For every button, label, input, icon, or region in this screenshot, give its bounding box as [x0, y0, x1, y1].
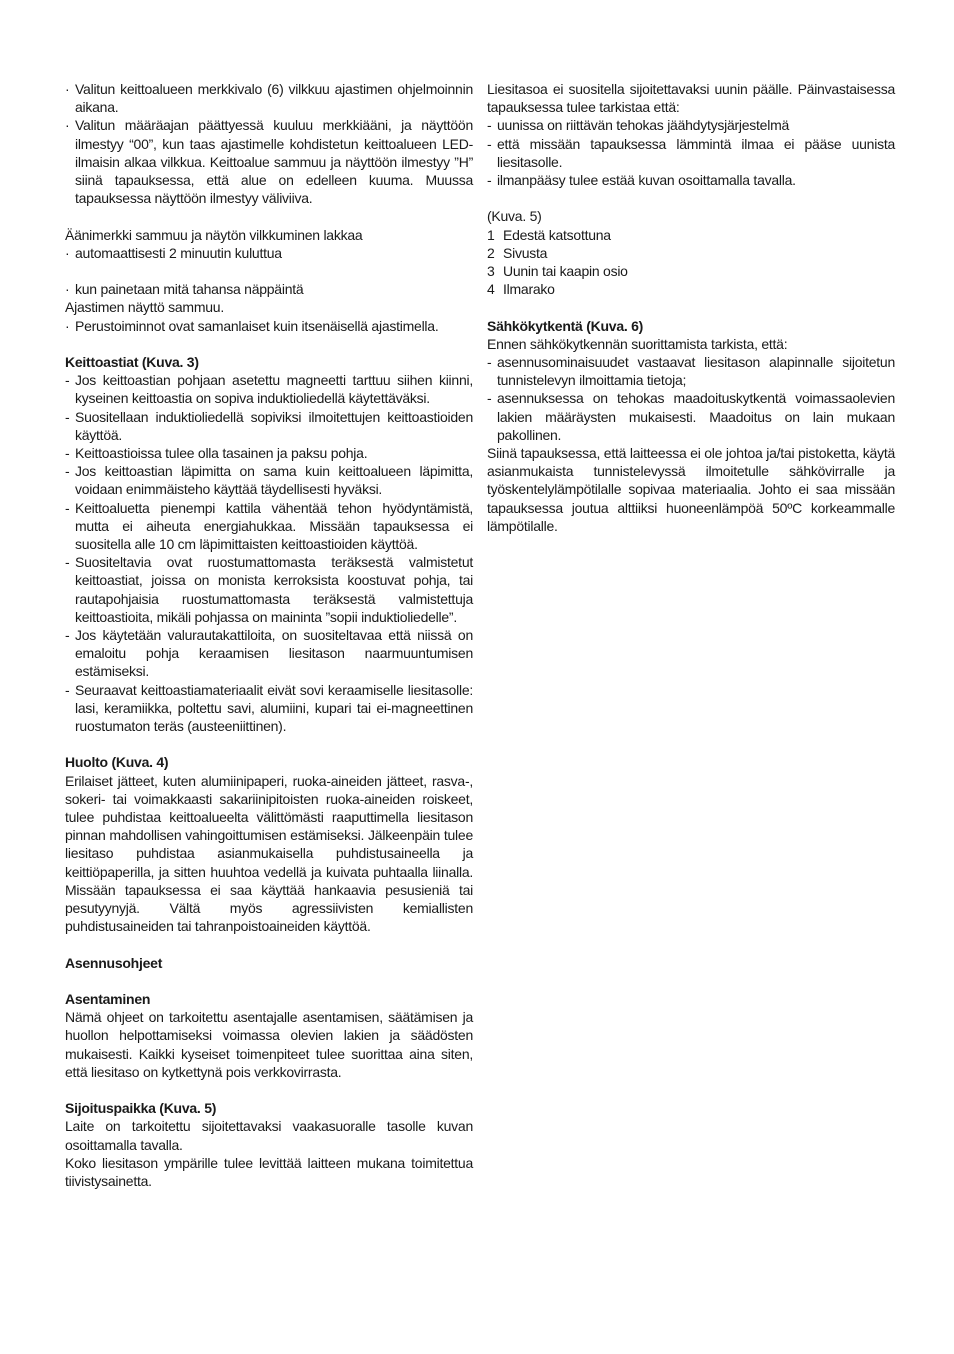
- section: [65, 990, 473, 1081]
- paragraph: Erilaiset jätteet, kuten alumiinipaperi, ruoka-aineiden jätteet, rasva-, sokeri- tai voimakkaasti sakariinipitoisten ruoka-aineiden roiskeet, tulee puhdistaa keittoalueelta välittömästi raaputtimella liesitason pinnan mahdollisen vahingoittumisen estämiseksi. Jälkeenpäin tulee liesitaso puhdistaa asianmukaisella puhdistusaineella ja keittiöpaperilla, ja sitten huuhtoa vedellä ja kuivata puhtaalla liinalla. Missään tapauksessa ei saa käyttää hankaavia pesusieniä tai pesutyynyjä. Vältä myös agressiivisten kemiallisten puhdistusaineiden tai tahranpoistoaineiden käyttöä.: [65, 772, 473, 935]
- bullet-list: [65, 371, 473, 735]
- item-text: Edestä katsottuna: [503, 226, 611, 243]
- list-item: · Valitun määräajan päättyessä kuuluu merkkiääni, ja näyttöön ilmestyy “00”, kun taas ajastimelle kohdistetun keittoalueen LED-ilmaisin alkaa vilkkua. Keittoalue sammuu ja näyttöön ilmestyy ”H” siinä tapauksessa, että alue on edelleen kuuma. Muussa tapauksessa näyttöön ilmestyy väliviiva.: [65, 116, 473, 207]
- paragraph: Koko liesitason ympärille tulee levittää laitteen mukana toimitettua tiivistysainetta.: [65, 1154, 473, 1190]
- section-heading: Huolto (Kuva. 4): [65, 754, 169, 771]
- item-text: Ilmarako: [503, 281, 555, 298]
- paragraph: Laite on tarkoitettu sijoitettavaksi vaakasuoralle tasolle kuvan osoittamalla tavalla.: [65, 1118, 473, 1153]
- list-item: - ilmanpääsy tulee estää kuvan osoittamalla tavalla.: [487, 171, 895, 189]
- list-item: - asennusominaisuudet vastaavat liesitason alapinnalle sijoitetun tunnistelevyn ilmoittamia tietoja;: [487, 353, 895, 389]
- numbered-item: [487, 244, 895, 262]
- numbered-item: [487, 262, 895, 280]
- section: [65, 353, 473, 735]
- list-item: · Perustoiminnot ovat samanlaiset kuin itsenäisellä ajastimella.: [65, 317, 473, 335]
- section-heading: Asentaminen: [65, 991, 151, 1008]
- list-item: - uunissa on riittävän tehokas jäähdytysjärjestelmä: [487, 116, 895, 134]
- numbered-list: [487, 226, 895, 299]
- list-item: - Seuraavat keittoastiamateriaalit eivät sovi keraamiselle liesitasolle: lasi, keramiikka, poltettu savi, alumiini, kupari tai ei-magneettinen ruostumaton teräs (austeeniittinen).: [65, 681, 473, 736]
- bullet-list-block: [65, 317, 473, 335]
- right-column: [487, 80, 895, 553]
- section: [65, 1099, 473, 1190]
- section-intro: Ennen sähkökytkennän suorittamista tarkista, että:: [487, 335, 788, 352]
- list-item: - Jos keittoastian läpimitta on sama kuin keittoalueen läpimitta, voidaan enimmäisteho käyttää täydellisesti hyväksi.: [65, 462, 473, 498]
- list-item: · Valitun keittoalueen merkkivalo (6) vilkkuu ajastimen ohjelmoinnin aikana.: [65, 80, 473, 116]
- bullet-list-block: [487, 116, 895, 189]
- list-item: - Jos käytetään valurautakattiloita, on suositeltavaa että niissä on emaloitu pohja keraamisen liesitason naarmuuntumisen estämiseksi.: [65, 626, 473, 681]
- bullet-list: [487, 116, 895, 189]
- list-item: · kun painetaan mitä tahansa näppäintä: [65, 280, 473, 298]
- paragraph: Äänimerkki sammuu ja näytön vilkkuminen lakkaa: [65, 226, 363, 243]
- item-number: 4: [487, 281, 495, 298]
- item-number: 3: [487, 263, 495, 280]
- figure-caption: (Kuva. 5): [487, 208, 542, 225]
- section: [65, 753, 473, 935]
- list-item: - asennuksessa on tehokas maadoituskytkentä voimassaolevien lakien määräysten mukaisesti. Maadoitus on lain mukaan pakollinen.: [487, 389, 895, 444]
- item-text: Sivusta: [503, 244, 548, 261]
- paragraph: Liesitasoa ei suositella sijoitettavaksi uunin päälle. Päinvastaisessa tapauksessa tulee tarkistaa että:: [487, 81, 895, 116]
- paragraph: Ajastimen näyttö sammuu.: [65, 299, 224, 316]
- list-item: - Keittoastioissa tulee olla tasainen ja paksu pohja.: [65, 444, 473, 462]
- figure-legend: [487, 207, 895, 298]
- list-item: - Suositellaan induktioliedellä sopiviksi ilmoitettujen keittoastioiden käyttöä.: [65, 408, 473, 444]
- section: [487, 317, 895, 535]
- item-number: 2: [487, 244, 495, 261]
- list-item: - Keittoaluetta pienempi kattila vähentää tehon hyödyntämistä, mutta ei aiheuta energiahukkaa. Missään tapauksessa ei suositella alle 10 cm läpimittaisten keittoastioiden käyttöä.: [65, 499, 473, 554]
- section-heading: Sijoituspaikka (Kuva. 5): [65, 1100, 217, 1117]
- bullet-list: [65, 280, 473, 298]
- list-item: - Suositeltavia ovat ruostumattomasta teräksestä valmistetut keittoastiat, joissa on monista kerroksista koostuvat pohja, tai rautapohjaisia ruostumattomasta teräksestä valmistettuja keittoastioita, mikäli pohjassa on maininta ”sopii induktioliedelle”.: [65, 553, 473, 626]
- bullet-list-block: [65, 244, 473, 262]
- numbered-item: [487, 226, 895, 244]
- bullet-list: [65, 317, 473, 335]
- list-item: · automaattisesti 2 minuutin kuluttua: [65, 244, 473, 262]
- list-item: - Jos keittoastian pohjaan asetettu magneetti tarttuu siihen kiinni, kyseinen keittoastia on sopiva induktioliedellä käytettäväksi.: [65, 371, 473, 407]
- section-heading: Keittoastiat (Kuva. 3): [65, 354, 199, 370]
- bullet-list-block: [65, 280, 473, 298]
- section-heading: Asennusohjeet: [65, 954, 163, 971]
- numbered-item: [487, 280, 895, 298]
- paragraph: Nämä ohjeet on tarkoitettu asentajalle asentamisen, säätämisen ja huollon helpottamiseksi voimassa olevien lakien ja säädösten mukaisesti. Kaikki kyseiset toimenpiteet tulee suorittaa aina siten, että liesitaso on kytkettynä pois verkkovirrasta.: [65, 1009, 473, 1080]
- bullet-list: [65, 244, 473, 262]
- bullet-list-block: [65, 80, 473, 207]
- bullet-list: [65, 80, 473, 207]
- item-text: Uunin tai kaapin osio: [503, 263, 628, 280]
- item-number: 1: [487, 226, 495, 243]
- section-heading: Sähkökytkentä (Kuva. 6): [487, 317, 644, 334]
- left-column: [65, 80, 473, 1208]
- bullet-list: [487, 353, 895, 444]
- list-item: - että missään tapauksessa lämmintä ilmaa ei pääse uunista liesitasolle.: [487, 135, 895, 171]
- section-closing: Siinä tapauksessa, että laitteessa ei ole johtoa ja/tai pistoketta, käytä asianmukaista tunnistelevyssä ilmoitetulle sähkövirralle ja työskentelylämpötilalle sopivaa materiaalia. Johto ei saa missään tapauksessa joutua alttiiksi huoneenlämpöä 50ºC korkeammalle lämpötilalle.: [487, 445, 895, 534]
